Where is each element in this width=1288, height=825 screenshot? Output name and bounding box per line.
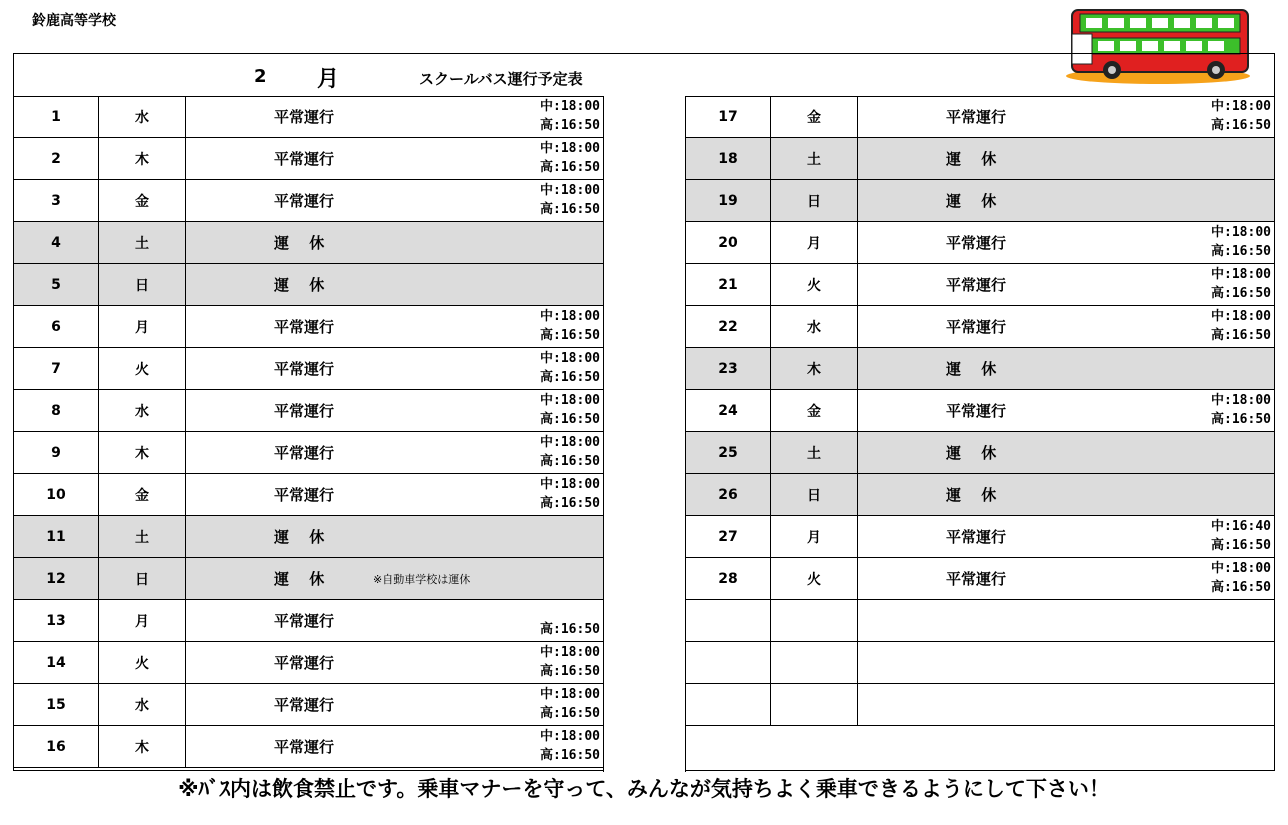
schedule-row <box>686 432 1274 474</box>
middle-school-time: 中:18:00 <box>540 309 600 324</box>
weekday: 日 <box>99 558 186 599</box>
weekday: 木 <box>771 348 858 389</box>
service-status: 運 休 <box>946 444 997 462</box>
weekday: 火 <box>771 558 858 599</box>
service-status: 平常運行 <box>274 192 335 210</box>
high-school-time: 高:16:50 <box>540 370 600 385</box>
weekday: 月 <box>771 222 858 263</box>
schedule-row <box>14 138 603 180</box>
middle-school-time: 中:18:00 <box>1211 267 1271 282</box>
weekday: 火 <box>99 642 186 683</box>
day-number: 14 <box>14 642 99 683</box>
school-name: 鈴鹿高等学校 <box>32 13 116 29</box>
schedule-row <box>686 558 1274 600</box>
service-status: 平常運行 <box>274 150 335 168</box>
weekday: 月 <box>99 600 186 641</box>
high-school-time: 高:16:50 <box>540 706 600 721</box>
service-status: 運 休 <box>946 192 997 210</box>
empty-cell <box>686 600 771 641</box>
high-school-time: 高:16:50 <box>540 118 600 133</box>
departure-times <box>540 685 600 723</box>
schedule-row <box>686 474 1274 516</box>
schedule-row <box>686 390 1274 432</box>
middle-school-time: 中:18:00 <box>540 687 600 702</box>
weekday: 土 <box>771 138 858 179</box>
day-number: 15 <box>14 684 99 725</box>
middle-school-time: 中:16:40 <box>1211 519 1271 534</box>
schedule-row <box>14 600 603 642</box>
service-status: 運 休 <box>946 150 997 168</box>
day-number: 23 <box>686 348 771 389</box>
day-number: 9 <box>14 432 99 473</box>
empty-cell <box>686 684 771 725</box>
empty-cell <box>771 684 858 725</box>
service-status: 平常運行 <box>946 570 1007 588</box>
departure-times <box>540 139 600 177</box>
weekday: 土 <box>771 432 858 473</box>
weekday: 水 <box>99 390 186 431</box>
schedule-row <box>686 264 1274 306</box>
service-status: 運 休 <box>274 528 325 546</box>
schedule-row <box>14 96 603 138</box>
departure-times <box>540 601 600 639</box>
footer-notice: ※ﾊﾞｽ内は飲食禁止です。乗車マナーを守って、みんなが気持ちよく乗車できるようにして下さい！ <box>178 777 1110 801</box>
high-school-time: 高:16:50 <box>1211 412 1271 427</box>
schedule-row <box>14 516 603 558</box>
day-number: 10 <box>14 474 99 515</box>
weekday: 金 <box>771 96 858 137</box>
schedule-row <box>14 264 603 306</box>
middle-school-time: 中:18:00 <box>540 183 600 198</box>
middle-school-time: 中:18:00 <box>1211 309 1271 324</box>
service-status: 運 休 <box>274 234 325 252</box>
day-number: 27 <box>686 516 771 557</box>
service-status: 平常運行 <box>946 528 1007 546</box>
weekday: 土 <box>99 516 186 557</box>
high-school-time: 高:16:50 <box>540 664 600 679</box>
service-status: 平常運行 <box>274 318 335 336</box>
middle-school-time: 中:18:00 <box>1211 225 1271 240</box>
high-school-time: 高:16:50 <box>540 496 600 511</box>
weekday: 土 <box>99 222 186 263</box>
weekday: 木 <box>99 726 186 767</box>
schedule-row <box>686 516 1274 558</box>
high-school-time: 高:16:50 <box>1211 286 1271 301</box>
empty-cell <box>771 642 858 683</box>
service-status: 運 休 <box>946 360 997 378</box>
departure-times <box>1211 307 1271 345</box>
day-number: 8 <box>14 390 99 431</box>
service-status: 平常運行 <box>274 360 335 378</box>
schedule-row <box>686 138 1274 180</box>
weekday: 月 <box>99 306 186 347</box>
column-gap <box>603 96 686 772</box>
service-status: 平常運行 <box>946 276 1007 294</box>
day-number: 2 <box>14 138 99 179</box>
middle-school-time: 中:18:00 <box>540 99 600 114</box>
middle-school-time: 中:18:00 <box>540 141 600 156</box>
day-number: 12 <box>14 558 99 599</box>
high-school-time: 高:16:50 <box>1211 118 1271 133</box>
schedule-row <box>14 180 603 222</box>
weekday: 水 <box>771 306 858 347</box>
schedule-row <box>14 432 603 474</box>
schedule-row <box>686 96 1274 138</box>
high-school-time: 高:16:50 <box>1211 580 1271 595</box>
middle-school-time <box>540 601 600 620</box>
service-status: 平常運行 <box>274 108 335 126</box>
empty-row <box>686 642 1274 684</box>
service-status: 平常運行 <box>274 612 335 630</box>
middle-school-time: 中:18:00 <box>540 729 600 744</box>
day-number: 7 <box>14 348 99 389</box>
departure-times <box>540 349 600 387</box>
departure-times <box>540 391 600 429</box>
high-school-time: 高:16:50 <box>540 454 600 469</box>
title-row <box>14 54 1274 97</box>
weekday: 金 <box>771 390 858 431</box>
departure-times <box>1211 223 1271 261</box>
day-number: 24 <box>686 390 771 431</box>
middle-school-time: 中:18:00 <box>540 645 600 660</box>
departure-times <box>540 97 600 135</box>
day-number: 1 <box>14 96 99 137</box>
weekday: 水 <box>99 96 186 137</box>
day-number: 22 <box>686 306 771 347</box>
schedule-row <box>686 306 1274 348</box>
schedule-row <box>14 222 603 264</box>
service-status: 平常運行 <box>274 696 335 714</box>
departure-times <box>540 475 600 513</box>
departure-times <box>540 307 600 345</box>
high-school-time: 高:16:50 <box>540 622 600 637</box>
high-school-time: 高:16:50 <box>1211 328 1271 343</box>
day-number: 11 <box>14 516 99 557</box>
title-month-number: 2 <box>254 66 267 87</box>
service-status: 平常運行 <box>274 486 335 504</box>
weekday: 火 <box>99 348 186 389</box>
service-status: 運 休 <box>946 486 997 504</box>
weekday: 木 <box>99 138 186 179</box>
departure-times <box>540 181 600 219</box>
day-number: 18 <box>686 138 771 179</box>
schedule-row <box>14 642 603 684</box>
service-status: 平常運行 <box>946 318 1007 336</box>
day-number: 16 <box>14 726 99 767</box>
schedule-row <box>14 726 603 768</box>
empty-row <box>686 600 1274 642</box>
weekday: 金 <box>99 180 186 221</box>
empty-cell <box>771 600 858 641</box>
high-school-time: 高:16:50 <box>540 328 600 343</box>
service-status: 平常運行 <box>946 402 1007 420</box>
weekday: 火 <box>771 264 858 305</box>
departure-times <box>1211 517 1271 555</box>
middle-school-time: 中:18:00 <box>540 477 600 492</box>
departure-times <box>540 433 600 471</box>
service-status: 平常運行 <box>274 738 335 756</box>
middle-school-time: 中:18:00 <box>540 435 600 450</box>
schedule-row <box>14 348 603 390</box>
day-number: 19 <box>686 180 771 221</box>
high-school-time: 高:16:50 <box>540 202 600 217</box>
departure-times <box>1211 265 1271 303</box>
empty-row <box>686 684 1274 726</box>
service-status: 平常運行 <box>946 234 1007 252</box>
middle-school-time: 中:18:00 <box>1211 99 1271 114</box>
middle-school-time: 中:18:00 <box>540 393 600 408</box>
weekday: 日 <box>771 474 858 515</box>
empty-cell <box>686 642 771 683</box>
schedule-row <box>14 390 603 432</box>
day-number: 5 <box>14 264 99 305</box>
departure-times <box>1211 391 1271 429</box>
high-school-time: 高:16:50 <box>1211 538 1271 553</box>
weekday: 水 <box>99 684 186 725</box>
high-school-time: 高:16:50 <box>540 160 600 175</box>
service-status: 運 休 <box>274 570 325 588</box>
weekday: 金 <box>99 474 186 515</box>
departure-times <box>540 643 600 681</box>
weekday: 日 <box>99 264 186 305</box>
weekday: 日 <box>771 180 858 221</box>
schedule-row <box>686 348 1274 390</box>
schedule-row <box>686 180 1274 222</box>
day-number: 20 <box>686 222 771 263</box>
high-school-time: 高:16:50 <box>1211 244 1271 259</box>
title-text: スクールバス運行予定表 <box>419 70 583 88</box>
day-number: 26 <box>686 474 771 515</box>
schedule-row <box>14 684 603 726</box>
schedule-row <box>14 558 603 600</box>
day-number: 4 <box>14 222 99 263</box>
title-month-label: 月 <box>317 67 340 92</box>
service-note: ※自動車学校は運休 <box>373 572 471 586</box>
schedule-row <box>686 222 1274 264</box>
high-school-time: 高:16:50 <box>540 412 600 427</box>
service-status: 運 休 <box>274 276 325 294</box>
high-school-time: 高:16:50 <box>540 748 600 763</box>
day-number: 21 <box>686 264 771 305</box>
schedule-row <box>14 474 603 516</box>
day-number: 28 <box>686 558 771 599</box>
departure-times <box>1211 559 1271 597</box>
weekday: 月 <box>771 516 858 557</box>
service-status: 平常運行 <box>274 402 335 420</box>
departure-times <box>1211 97 1271 135</box>
schedule-row <box>14 306 603 348</box>
weekday: 木 <box>99 432 186 473</box>
day-number: 13 <box>14 600 99 641</box>
departure-times <box>540 727 600 765</box>
schedule-table <box>13 53 1275 771</box>
service-status: 平常運行 <box>946 108 1007 126</box>
service-status: 平常運行 <box>274 654 335 672</box>
day-number: 25 <box>686 432 771 473</box>
service-status: 平常運行 <box>274 444 335 462</box>
middle-school-time: 中:18:00 <box>1211 561 1271 576</box>
day-number: 6 <box>14 306 99 347</box>
middle-school-time: 中:18:00 <box>540 351 600 366</box>
day-number: 17 <box>686 96 771 137</box>
middle-school-time: 中:18:00 <box>1211 393 1271 408</box>
day-number: 3 <box>14 180 99 221</box>
